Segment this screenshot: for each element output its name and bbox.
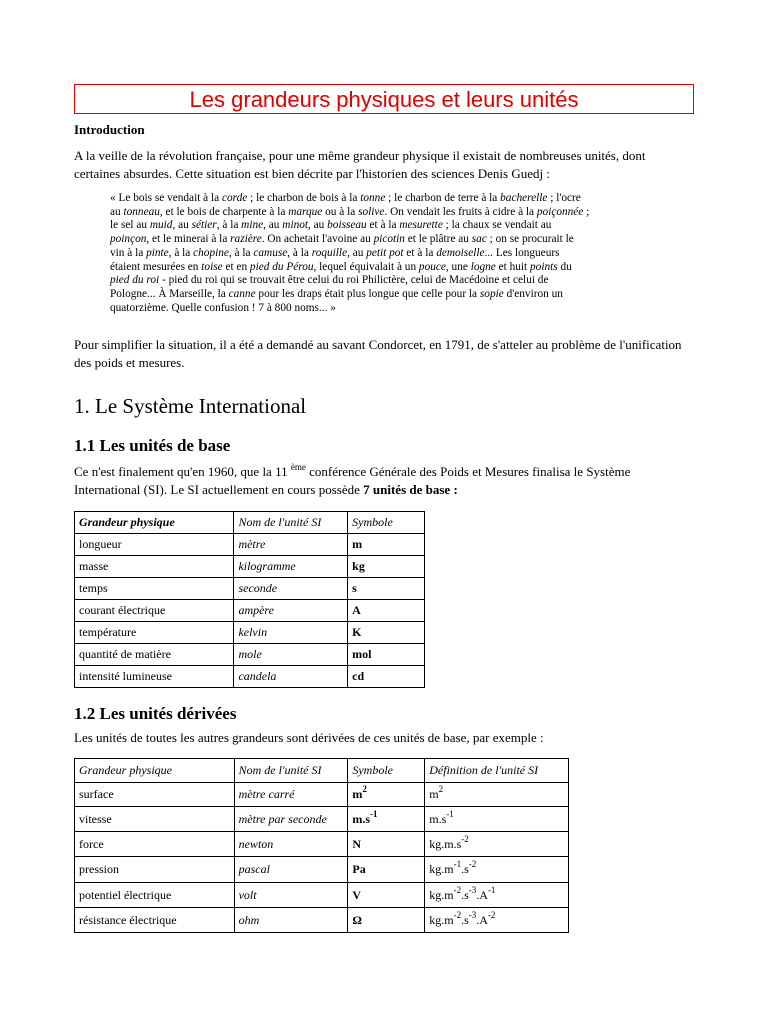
table-cell: s — [348, 578, 425, 600]
table-row — [75, 556, 425, 578]
table-cell: $kg.m^{-2}.s^{-3}.A^{-1}$ — [425, 883, 569, 908]
table-cell: vitesse — [75, 807, 235, 832]
table-cell: N — [348, 832, 425, 857]
condorcet-paragraph: Pour simplifier la situation, il a été a demandé au savant Condorcet, en 1791, de s'atteler au problème de l'unification des poids et mesures. — [74, 337, 682, 370]
header-cell: Nom de l'unité SI — [234, 512, 348, 534]
table-cell: volt — [234, 883, 348, 908]
table-cell: cd — [348, 666, 425, 688]
table-cell: masse — [75, 556, 234, 578]
table-cell: mètre par seconde — [234, 807, 348, 832]
table-cell: température — [75, 622, 234, 644]
table-cell: kg — [348, 556, 425, 578]
table-cell: intensité lumineuse — [75, 666, 234, 688]
quote-line: « Le bois se vendait à la corde ; le charbon de bois à la tonne ; le charbon de terre à la bacherelle ; l'ocre — [110, 192, 581, 204]
quote-line: pied du roi - pied du roi qui se trouvait être celui du roi Philictère, celui de Macédoine et celui de — [110, 274, 549, 287]
table-cell: kilogramme — [234, 556, 348, 578]
table-cell: m — [348, 534, 425, 556]
table-header-row — [75, 512, 425, 534]
table-cell: surface — [75, 783, 235, 807]
table-row — [75, 600, 425, 622]
quote-line: poinçon, et le minerai à la razière. On achetait l'avoine au picotin et le plâtre au sac ; on se procurait le — [110, 233, 574, 246]
table-cell: quantité de matière — [75, 644, 234, 666]
table-header-row — [75, 759, 569, 783]
section-heading-1-2: 1.2 Les unités dérivées — [74, 704, 237, 723]
table-cell: Pa — [348, 857, 425, 883]
table-row — [75, 622, 425, 644]
header-cell: Symbole — [348, 759, 425, 783]
table-cell: $kg.m.s^{-2}$ — [425, 832, 569, 857]
table-cell: temps — [75, 578, 234, 600]
table-row — [75, 883, 569, 908]
header-cell: Symbole — [348, 512, 425, 534]
table-row — [75, 534, 425, 556]
quote-line: quatorzième. Quelle confusion ! 7 à 800 noms... » — [110, 301, 336, 314]
table-cell: newton — [234, 832, 348, 857]
table-cell: kelvin — [234, 622, 348, 644]
header-cell: Nom de l'unité SI — [234, 759, 348, 783]
table-cell: A — [348, 600, 425, 622]
table-cell: longueur — [75, 534, 234, 556]
derived-paragraph: Les unités de toutes les autres grandeurs sont dérivées de ces unités de base, par exemple : — [74, 730, 544, 745]
table-cell: force — [75, 832, 235, 857]
table-cell: mole — [234, 644, 348, 666]
base-units-table — [74, 511, 425, 688]
table-cell: candela — [234, 666, 348, 688]
table-row — [75, 908, 569, 933]
table-cell: mètre carré — [234, 783, 348, 807]
table-row — [75, 578, 425, 600]
table-cell: $m^2$ — [348, 783, 425, 807]
table-cell: seconde — [234, 578, 348, 600]
quote-line: au tonneau, et le bois de charpente à la marque ou à la solive. On vendait les fruits à cidre à la poiçonnée ; — [110, 205, 590, 218]
section-heading-1: 1. Le Système International — [74, 394, 307, 418]
header-cell: Grandeur physique — [75, 512, 234, 534]
table-row — [75, 666, 425, 688]
guedj-quote — [110, 192, 670, 315]
si-paragraph: Ce n'est finalement qu'en 1960, que la 11 $^{ème}$ conférence Générale des Poids et Mesures finalisa le Système International (SI). Le SI actuellement en cours possède 7 unités de base : — [74, 462, 631, 497]
table-cell: V — [348, 883, 425, 908]
table-cell: $m.s^{-1}$ — [348, 807, 425, 832]
intro-paragraph: A la veille de la révolution française, pour une même grandeur physique il existait de nombreuses unités, dont certaines absurdes. Cette situation est bien décrite par l'historien des sciences Denis Guedj : — [74, 148, 646, 181]
table-cell: pascal — [234, 857, 348, 883]
table-cell: K — [348, 622, 425, 644]
table-cell: courant électrique — [75, 600, 234, 622]
intro-heading: Introduction — [74, 122, 145, 137]
table-cell: mètre — [234, 534, 348, 556]
page-title: Les grandeurs physiques et leurs unités — [189, 87, 579, 112]
table-cell: $m^2$ — [425, 783, 569, 807]
quote-line: Pologne... À Marseille, la canne pour les draps était plus longue que celle pour la sopie d'environ un — [110, 287, 563, 300]
table-cell: Ω — [348, 908, 425, 933]
table-row — [75, 807, 569, 832]
header-cell: Grandeur physique — [75, 759, 235, 783]
quote-line: le sel au muid, au sétier, à la mine, au minot, au boisseau et à la mesurette ; la chaux se vendait au — [110, 219, 552, 232]
table-cell: $kg.m^{-2}.s^{-3}.A^{-2}$ — [425, 908, 569, 933]
table-row — [75, 783, 569, 807]
table-row — [75, 832, 569, 857]
table-cell: pression — [75, 857, 235, 883]
section-heading-1-1: 1.1 Les unités de base — [74, 436, 231, 455]
table-cell: potentiel électrique — [75, 883, 235, 908]
table-cell: ampère — [234, 600, 348, 622]
derived-units-table — [74, 758, 569, 933]
quote-line: étaient mesurées en toise et en pied du Pérou, lequel équivalait à un pouce, une logne et huit points du — [110, 260, 572, 273]
table-cell: mol — [348, 644, 425, 666]
table-cell: résistance électrique — [75, 908, 235, 933]
table-row — [75, 857, 569, 883]
header-cell: Définition de l'unité SI — [425, 759, 569, 783]
table-row — [75, 644, 425, 666]
table-cell: $kg.m^{-1}.s^{-2}$ — [425, 857, 569, 883]
quote-line: vin à la pinte, à la chopine, à la camuse, à la roquille, au petit pot et à la demoiselle... Les longueurs — [110, 246, 560, 259]
table-cell: ohm — [234, 908, 348, 933]
title-box — [74, 84, 694, 114]
table-cell: $m.s^{-1}$ — [425, 807, 569, 832]
